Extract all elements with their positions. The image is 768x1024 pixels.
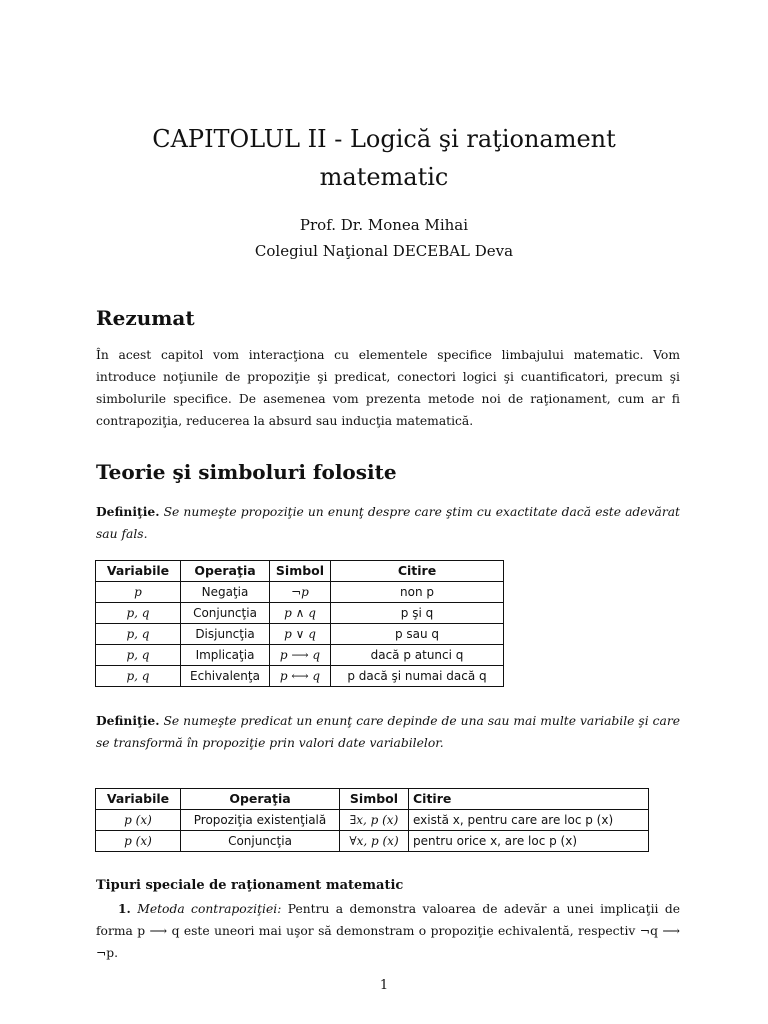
table-header-row [96, 789, 649, 810]
table-cell: p (x) [96, 831, 181, 852]
table-row [96, 645, 504, 666]
table-cell: p dacă şi numai dacă q [331, 666, 504, 687]
table-row [96, 603, 504, 624]
abstract-heading: Rezumat [96, 306, 195, 330]
contrapositive-paragraph [96, 898, 680, 964]
table-cell: p (x) [96, 810, 181, 831]
table-cell: Negaţia [181, 582, 270, 603]
table-cell: p, q [96, 645, 181, 666]
definition-1-text: Se numeşte propoziţie un enunţ despre care ştim cu exactitate dacă este adevărat sau fals. [96, 505, 681, 541]
author-block [96, 212, 672, 264]
table-cell: p ⟷ q [270, 666, 331, 687]
column-header: Citire [409, 789, 649, 810]
table-cell: ¬p [270, 582, 331, 603]
table-cell: Disjuncţia [181, 624, 270, 645]
special-reasoning-heading: Tipuri speciale de raţionament matematic [96, 878, 404, 893]
title-line-2: matematic [319, 163, 449, 191]
table-row [96, 624, 504, 645]
column-header: Citire [331, 561, 504, 582]
document-title [96, 120, 672, 196]
abstract-text: În acest capitol vom interacţiona cu elementele specifice limbajului matematic. Vom introduce noţiunile de propoziţie şi predicat, conectori logici şi cuantificatori, precum şi simbolurile specifice. De asemenea vom prezenta metode noi de raţionament, cum ar fi contrapoziţia, reducerea la absurd sau inducţia matematică. [96, 348, 680, 428]
table-cell: Implicaţia [181, 645, 270, 666]
table-cell: Echivalenţa [181, 666, 270, 687]
column-header: Variabile [96, 789, 181, 810]
table-row [96, 582, 504, 603]
table-cell: p ∨ q [270, 624, 331, 645]
logic-operations-table [95, 560, 504, 687]
predicates-table [95, 788, 649, 852]
column-header: Simbol [340, 789, 409, 810]
table-cell: există x, pentru care are loc p (x) [409, 810, 649, 831]
author-affiliation: Colegiul Naţional DECEBAL Deva [254, 242, 514, 260]
column-header: Operaţia [181, 561, 270, 582]
table-row [96, 831, 649, 852]
definition-2 [96, 710, 680, 754]
definition-2-label: Definiţie. [96, 713, 160, 728]
table-row [96, 666, 504, 687]
item-number: 1. [118, 901, 131, 916]
section-heading: Teorie şi simboluri folosite [96, 460, 397, 484]
table-cell: Propoziţia existenţială [181, 810, 340, 831]
table-cell: non p [331, 582, 504, 603]
table-cell: p ∧ q [270, 603, 331, 624]
column-header: Variabile [96, 561, 181, 582]
table-cell: Conjuncţia [181, 831, 340, 852]
table-cell: p ⟶ q [270, 645, 331, 666]
table-cell: p, q [96, 603, 181, 624]
table-cell: p, q [96, 666, 181, 687]
item-method: Metoda contrapoziţiei: [137, 902, 282, 916]
column-header: Operaţia [181, 789, 340, 810]
table-cell: ∀x, p (x) [340, 831, 409, 852]
table-cell: p [96, 582, 181, 603]
table-cell: p şi q [331, 603, 504, 624]
author-name: Prof. Dr. Monea Mihai [299, 216, 469, 234]
table-cell: ∃x, p (x) [340, 810, 409, 831]
table-header-row [96, 561, 504, 582]
definition-1-label: Definiţie. [96, 504, 160, 519]
table-cell: pentru orice x, are loc p (x) [409, 831, 649, 852]
table-cell: Conjuncţia [181, 603, 270, 624]
item-text: Pentru a demonstra valoarea de adevăr a unei implicaţii de forma p ⟶ q este uneori mai uşor să demonstram o propoziţie echivalentă, respectiv ¬q ⟶ ¬p. [96, 902, 680, 960]
table-cell: p, q [96, 624, 181, 645]
title-line-1: CAPITOLUL II - Logică şi raţionament [152, 125, 616, 153]
table-cell: p sau q [331, 624, 504, 645]
table-row [96, 810, 649, 831]
definition-2-text: Se numeşte predicat un enunţ care depinde de una sau mai multe variabile şi care se transformă în propoziţie prin valori date variabilelor. [96, 714, 680, 750]
column-header: Simbol [270, 561, 331, 582]
page-number: 1 [379, 978, 389, 993]
definition-1 [96, 501, 680, 545]
table-cell: dacă p atunci q [331, 645, 504, 666]
